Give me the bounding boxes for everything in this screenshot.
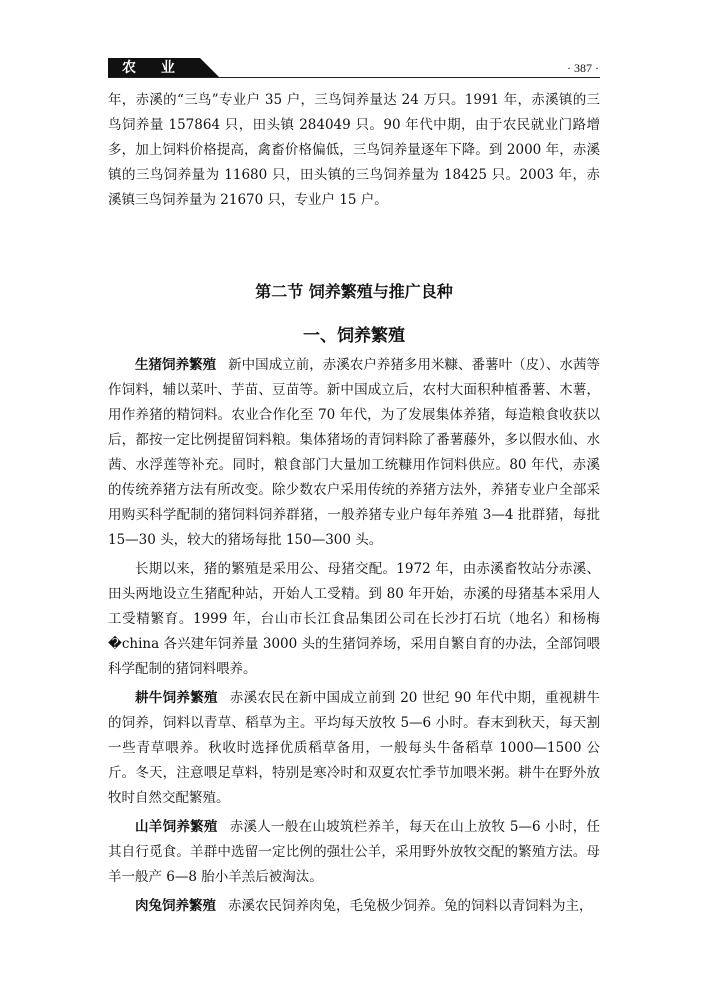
paragraph-pig-breeding bbox=[108, 557, 600, 682]
paragraph-rabbit bbox=[108, 894, 600, 919]
paragraph-goat bbox=[108, 815, 600, 890]
paragraph-pig bbox=[108, 353, 600, 553]
page-content bbox=[108, 88, 600, 919]
paragraph-text: 赤溪农民饲养肉兔，毛兔极少饲养。兔的饲料以青饲料为主， bbox=[228, 898, 593, 914]
paragraph-lead: 山羊饲养繁殖 bbox=[135, 819, 218, 835]
paragraph-text: 赤溪农民在新中国成立前到 20 世纪 90 年代中期，重视耕牛的饲养，饲料以青草、稻草为主。平均每天放牧 5—6 小时。春末到秋天，每天割一些青草喂养。秋收时选择优质稻草备用，一般每头牛备稻草 1000—1500 公斤。冬天，注意喂足草料，特别是寒冷时和双夏农忙季节加喂米粥。耕牛在野外放牧时自然交配繁殖。 bbox=[108, 690, 600, 806]
paragraph-text: 赤溪人一般在山坡筑栏养羊，每天在山上放牧 5—6 小时，任其自行觅食。羊群中选留一定比例的强壮公羊，采用野外放牧交配的繁殖方法。母羊一般产 6—8 胎小羊羔后被淘汰。 bbox=[108, 819, 601, 885]
paragraph-lead: 生猪饲养繁殖 bbox=[135, 357, 217, 373]
paragraph-cattle bbox=[108, 686, 600, 811]
section-title: 第二节 饲养繁殖与推广良种 bbox=[255, 282, 453, 301]
paragraph-text: 新中国成立前，赤溪农户养猪多用米糠、番薯叶（皮）、水茜等作饲料，辅以菜叶、芋苗、豆苗等。新中国成立后，农村大面积种植番薯、木薯，用作养猪的精饲料。农业合作化至 70 年代，为了发展集体养猪，每造粮食收获以后，都按一定比例提留饲料粮。集体猪场的青饲料除了番薯藤外，多以假水仙、水茜、水浮莲等补充。同时，粮食部门大量加工统糠用作饲料供应。80 年代，赤溪的传统养猪方法有所改变。除少数农户采用传统的养猪方法外，养猪专业户全部采用购买科学配制的猪饲料饲养群猪，一般养猪专业户每年养殖 3—4 批群猪，每批 15—30 头，较大的猪场每批 150—300 头。 bbox=[108, 357, 601, 548]
header-category: 农 业 bbox=[122, 60, 185, 76]
subsection-title: 一、饲养繁殖 bbox=[303, 326, 405, 346]
paragraph-lead: 肉兔饲养繁殖 bbox=[135, 898, 216, 914]
page-number: · 387 · bbox=[567, 61, 599, 75]
paragraph-text: 长期以来，猪的繁殖是采用公、母猪交配。1972 年，由赤溪畜牧站分赤溪、田头两地设立生猪配种站，开始人工受精。到 80 年开始，赤溪的母猪基本采用人工受精繁育。1999 年，台山市长江食品集团公司在长沙打石坑（地名）和杨梅�china 各兴建年饲养量 3000 头的生猪饲养场，采用自繁自育的办法，全部饲喂科学配制的猪饲料喂养。 bbox=[108, 561, 600, 677]
header-rule bbox=[108, 77, 600, 78]
paragraph-continued: 年，赤溪的“三鸟”专业户 35 户，三鸟饲养量达 24 万只。1991 年，赤溪镇的三鸟饲养量 157864 只，田头镇 284049 只。90 年代中期，由于农民就业门路增多，加上饲料价格提高，禽畜价格偏低，三鸟饲养量逐年下降。到 2000 年，赤溪镇的三鸟饲养量为 11680 只，田头镇的三鸟饲养量为 18425 只。2003 年，赤溪镇三鸟饲养量为 21670 只，专业户 15 户。 bbox=[108, 92, 600, 208]
paragraph-lead: 耕牛饲养繁殖 bbox=[135, 690, 218, 706]
